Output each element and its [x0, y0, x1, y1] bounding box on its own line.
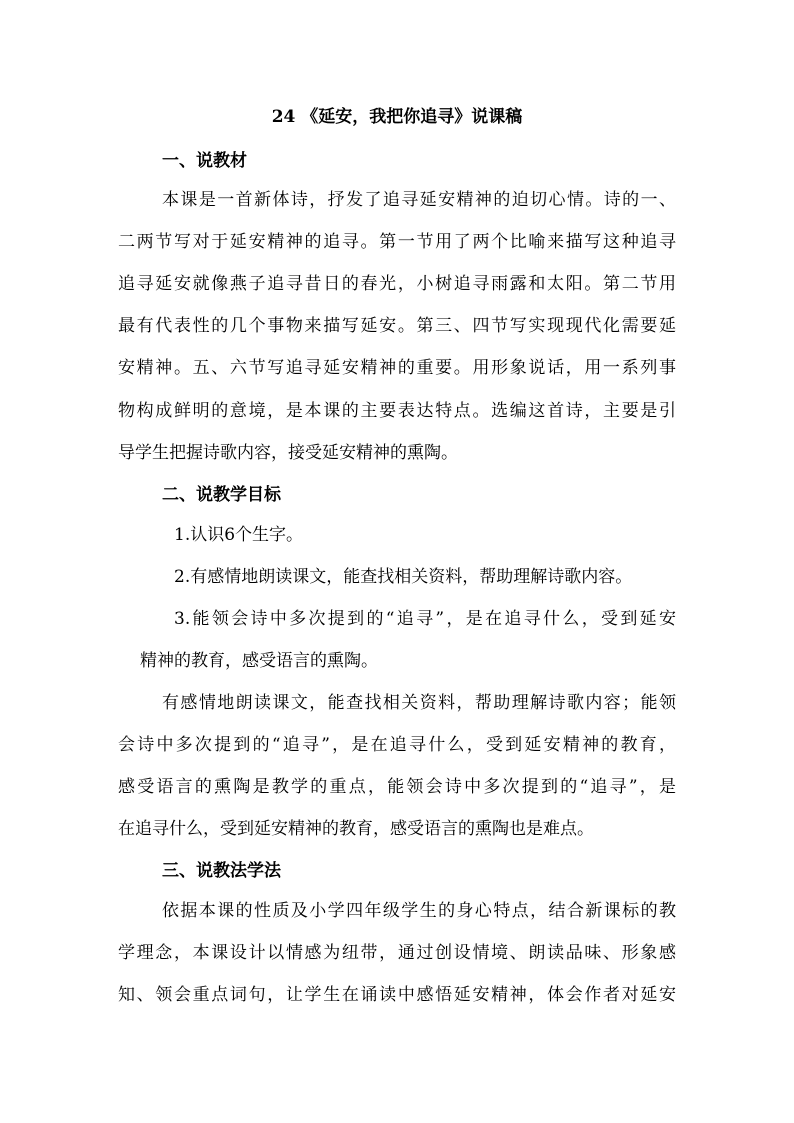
paragraph-line: 物构成鲜明的意境，是本课的主要表达特点。选编这首诗，主要是引: [118, 401, 676, 421]
paragraph-line: 最有代表性的几个事物来描写延安。第三、四节写实现现代化需要延: [118, 316, 676, 336]
section-heading-textbook: 一、说教材: [162, 151, 247, 171]
paragraph-line: 安精神。五、六节写追寻延安精神的重要。用形象说话，用一系列事: [118, 358, 676, 378]
paragraph-line: 有感情地朗读课文，能查找相关资料，帮助理解诗歌内容；能领: [162, 693, 676, 713]
goal-item: 2.有感情地朗读课文，能查找相关资料，帮助理解诗歌内容。: [174, 567, 633, 587]
paragraph-line: 二两节写对于延安精神的追寻。第一节用了两个比喻来描写这种追寻: [118, 232, 676, 252]
paragraph-line: 知、领会重点词句，让学生在诵读中感悟延安精神，体会作者对延安: [118, 985, 676, 1005]
paragraph-line: 导学生把握诗歌内容，接受延安精神的熏陶。: [118, 443, 458, 463]
paragraph-line: 会诗中多次提到的“追寻”，是在追寻什么，受到延安精神的教育，: [118, 735, 676, 755]
paragraph-line: 依据本课的性质及小学四年级学生的身心特点，结合新课标的教: [162, 901, 676, 921]
goal-item: 3.能领会诗中多次提到的“追寻”，是在追寻什么，受到延安: [174, 609, 676, 629]
paragraph-line: 追寻延安就像燕子追寻昔日的春光，小树追寻雨露和太阳。第二节用: [118, 274, 676, 294]
paragraph-line: 在追寻什么，受到延安精神的教育，感受语言的熏陶也是难点。: [118, 819, 594, 839]
paragraph-line: 学理念，本课设计以情感为纽带，通过创设情境、朗读品味、形象感: [118, 943, 676, 963]
section-heading-methods: 三、说教法学法: [162, 861, 281, 881]
section-heading-teaching-goals: 二、说教学目标: [162, 485, 281, 505]
goal-item: 1.认识6个生字。: [174, 525, 304, 545]
paragraph-line: 本课是一首新体诗，抒发了追寻延安精神的迫切心情。诗的一、: [162, 190, 676, 210]
paragraph-line: 感受语言的熏陶是教学的重点，能领会诗中多次提到的“追寻”，是: [118, 777, 676, 797]
goal-item-continuation: 精神的教育，感受语言的熏陶。: [140, 651, 378, 671]
document-title: 24 《延安，我把你追寻》说课稿: [271, 107, 523, 127]
